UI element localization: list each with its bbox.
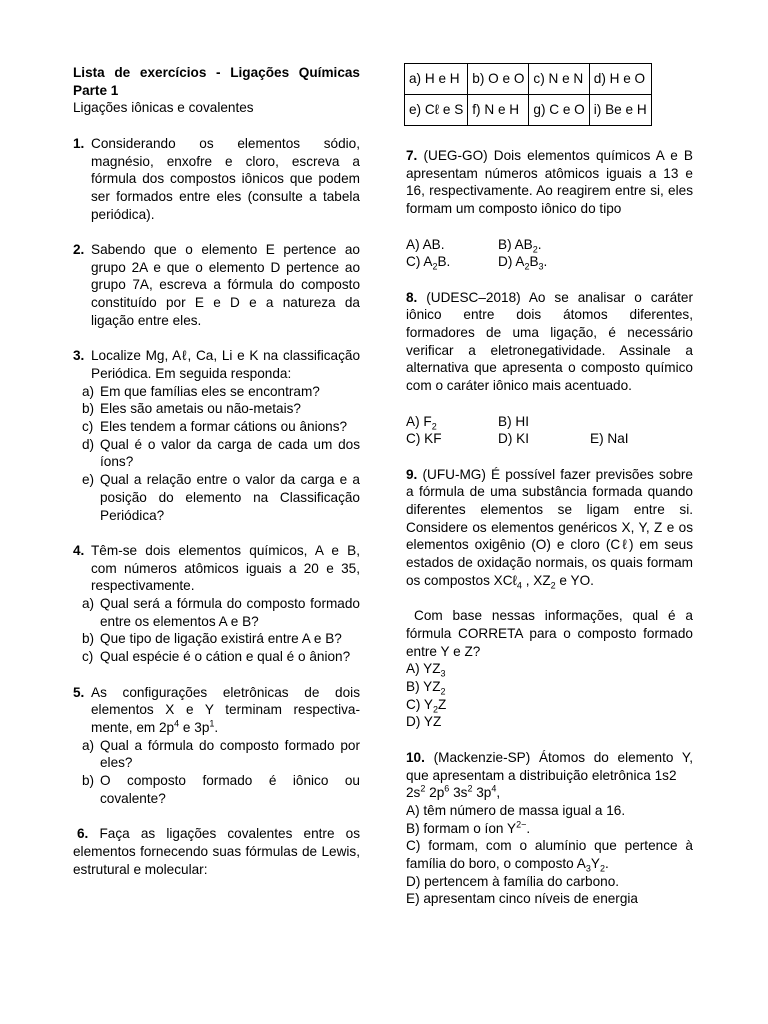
item-text: O composto formado é iônico ou covalente? bbox=[100, 773, 360, 806]
right-column bbox=[406, 63, 693, 908]
answer-option: A) AB. bbox=[406, 236, 445, 252]
page-title-part: Parte 1 bbox=[73, 82, 119, 98]
answer-option: B) HI bbox=[498, 413, 529, 429]
item-text: Eles tendem a formar cátions ou ânions? bbox=[100, 419, 348, 435]
answer-option: E) NaI bbox=[590, 431, 629, 447]
table-cell: e) Cℓ e S bbox=[405, 95, 468, 126]
question-text: , XZ bbox=[521, 572, 551, 588]
question-text: Dois elementos químicos A e B apresentam números atômicos iguais a 13 e 16, respectivamente. Ao reagirem entre si, eles formam um composto iônico do tipo bbox=[406, 148, 693, 217]
subscript: 2 bbox=[550, 580, 556, 591]
element-pairs-table bbox=[404, 63, 652, 126]
question-source: (UEG-GO) bbox=[417, 148, 488, 163]
answer-option: C) $A_2B$. bbox=[406, 254, 451, 272]
list-item bbox=[73, 471, 360, 524]
item-letter: e) bbox=[82, 472, 95, 488]
question-text: Considerando os elementos sódio, magnésio, enxofre e cloro, escreva a fórmula dos compostos iônicos que podem ser formados entre eles (consulte a tabela periódica). bbox=[91, 135, 360, 222]
question-text: Átomos do elemento Y, que apresentam a distribuição eletrônica 1s2 bbox=[406, 749, 693, 783]
electron-configuration: $2s^2$ $2p^6$ $3s^2$ $3p^4$, bbox=[406, 783, 501, 801]
question-number: 1. bbox=[73, 135, 85, 151]
answer-option: A) $YZ_3$ bbox=[406, 661, 446, 680]
question-text: e 3p bbox=[179, 719, 210, 735]
superscript: 1 bbox=[209, 718, 215, 729]
item-letter: a) bbox=[82, 383, 95, 399]
question-9-prompt: Com base nessas informações, qual é a fórmula CORRETA para o composto formado entre Y e Z? bbox=[406, 608, 693, 659]
list-item bbox=[73, 630, 360, 648]
question-7 bbox=[406, 147, 693, 218]
answer-option: C) KF bbox=[406, 431, 442, 447]
question-number: 9. bbox=[406, 466, 418, 482]
list-item bbox=[73, 772, 360, 807]
answer-option: D) $A_2B_3$. bbox=[498, 254, 548, 272]
question-text: Têm-se dois elementos químicos, A e B, com números atômicos iguais a 20 e 35, respectivamente. bbox=[91, 542, 360, 594]
question-number: 7. bbox=[406, 148, 418, 163]
question-10 bbox=[406, 749, 693, 784]
question-number: 4. bbox=[73, 542, 85, 558]
item-text: Qual a fórmula do composto formado por eles? bbox=[100, 737, 360, 771]
superscript: 4 bbox=[174, 718, 180, 729]
question-4 bbox=[73, 542, 360, 595]
question-number: 2. bbox=[73, 242, 85, 257]
item-letter: b) bbox=[82, 401, 95, 417]
question-2 bbox=[73, 241, 360, 330]
answer-option: B) $YZ_2$ bbox=[406, 679, 446, 697]
item-text: Qual será a fórmula do composto formado entre os elementos A e B? bbox=[100, 596, 360, 629]
list-item bbox=[73, 383, 360, 401]
list-item bbox=[73, 400, 360, 418]
question-text: e YO. bbox=[555, 572, 594, 588]
question-9 bbox=[406, 466, 693, 590]
item-text: Que tipo de ligação existirá entre A e B? bbox=[100, 631, 342, 647]
table-cell: f) N e H bbox=[468, 95, 529, 126]
answer-option: C) $Y_2Z$ bbox=[406, 696, 447, 715]
answer-option: B) $AB_2$. bbox=[498, 236, 542, 255]
list-item bbox=[73, 436, 360, 471]
answer-option: D) KI bbox=[498, 431, 529, 447]
answer-option: A) $F_2$ bbox=[406, 413, 437, 432]
answer-row bbox=[406, 236, 693, 254]
table-cell: b) O e O bbox=[468, 64, 529, 95]
question-source: (UFU-MG) bbox=[417, 466, 486, 482]
table-cell: d) H e O bbox=[589, 64, 651, 95]
table-cell: i) Be e H bbox=[589, 95, 651, 126]
answer-row bbox=[406, 430, 693, 448]
question-text: Sabendo que o elemento E pertence ao grupo 2A e que o elemento D pertence ao grupo 7A, escreva a fórmula do composto constituído por E e D e a natureza da ligação entre eles. bbox=[91, 242, 360, 328]
question-number: 5. bbox=[73, 684, 85, 700]
item-letter: a) bbox=[82, 737, 95, 753]
table-row bbox=[405, 64, 652, 95]
question-text: As configurações eletrônicas de dois elementos X e Y terminam respectiva-mente, em 2p bbox=[91, 684, 360, 735]
table-cell: g) C e O bbox=[529, 95, 589, 126]
question-8 bbox=[406, 289, 693, 395]
item-text: Em que famílias eles se encontram? bbox=[100, 383, 320, 399]
question-source: (Mackenzie-SP) bbox=[424, 749, 531, 765]
left-column bbox=[73, 64, 360, 878]
page-title: Lista de exercícios - Ligações Químicas bbox=[73, 65, 360, 80]
list-item bbox=[73, 418, 360, 436]
item-text: Qual a relação entre o valor da carga e a posição do elemento na Classificação Periódica? bbox=[100, 472, 360, 523]
answer-option: E) apresentam cinco níveis de energia bbox=[406, 891, 638, 907]
question-source: (UDESC–2018) bbox=[417, 289, 521, 305]
list-item bbox=[73, 737, 360, 772]
question-number: 3. bbox=[73, 348, 85, 364]
answer-option: B) formam o íon $Y^{2-}$. bbox=[406, 819, 531, 836]
question-number: 10. bbox=[406, 749, 425, 765]
table-row bbox=[405, 95, 652, 126]
item-letter: d) bbox=[82, 436, 95, 452]
item-text: Qual espécie é o cátion e qual é o ânion? bbox=[100, 649, 351, 665]
question-6 bbox=[73, 825, 360, 878]
item-text: Eles são ametais ou não-metais? bbox=[100, 401, 301, 417]
item-letter: c) bbox=[82, 419, 94, 435]
item-text: Qual é o valor da carga de cada um dos íons? bbox=[100, 436, 360, 470]
answer-row bbox=[406, 253, 693, 271]
question-5 bbox=[73, 684, 360, 737]
question-number: 6. bbox=[77, 826, 89, 842]
answer-option: D) YZ bbox=[406, 714, 442, 730]
item-letter: b) bbox=[82, 773, 95, 789]
subscript: 4 bbox=[516, 580, 522, 591]
question-1 bbox=[73, 135, 360, 224]
question-3 bbox=[73, 347, 360, 382]
item-letter: a) bbox=[82, 596, 95, 612]
question-text: . bbox=[214, 719, 219, 735]
question-number: 8. bbox=[406, 289, 418, 305]
list-item bbox=[73, 595, 360, 630]
answer-row bbox=[406, 413, 693, 431]
item-letter: b) bbox=[82, 631, 95, 647]
table-cell: c) N e N bbox=[529, 64, 589, 95]
question-text: Ao se analisar o caráter iônico entre dois átomos diferentes, formadores de uma ligação, é necessário verificar a eletronegatividade. Assinale a alternativa que apresenta o composto químico com o caráter iônico mais acentuado. bbox=[406, 289, 693, 394]
question-text: É possível fazer previsões sobre a fórmula de uma substância formada quando diferentes elementos se ligam entre si. Considere os elementos genéricos X, Y, Z e os elementos oxigênio (O) e cloro (Cℓ) em seus estados de oxidação normais, os quais formam os compostos XCℓ bbox=[406, 466, 693, 588]
item-letter: c) bbox=[82, 649, 94, 665]
answer-option: C) formam, com o alumínio que pertence à família do boro, o composto $A_3Y_2$. bbox=[406, 838, 693, 874]
list-item bbox=[73, 648, 360, 666]
table-cell: a) H e H bbox=[405, 64, 468, 95]
question-text: Localize Mg, Aℓ, Ca, Li e K na classificação Periódica. Em seguida responda: bbox=[91, 348, 360, 381]
answer-option: D) pertencem à família do carbono. bbox=[406, 873, 620, 889]
question-text: Faça as ligações covalentes entre os elementos fornecendo suas fórmulas de Lewis, estrutural e molecular: bbox=[73, 826, 361, 877]
page-subtitle: Ligações iônicas e covalentes bbox=[73, 100, 254, 116]
answer-option: A) têm número de massa igual a 16. bbox=[406, 802, 626, 818]
